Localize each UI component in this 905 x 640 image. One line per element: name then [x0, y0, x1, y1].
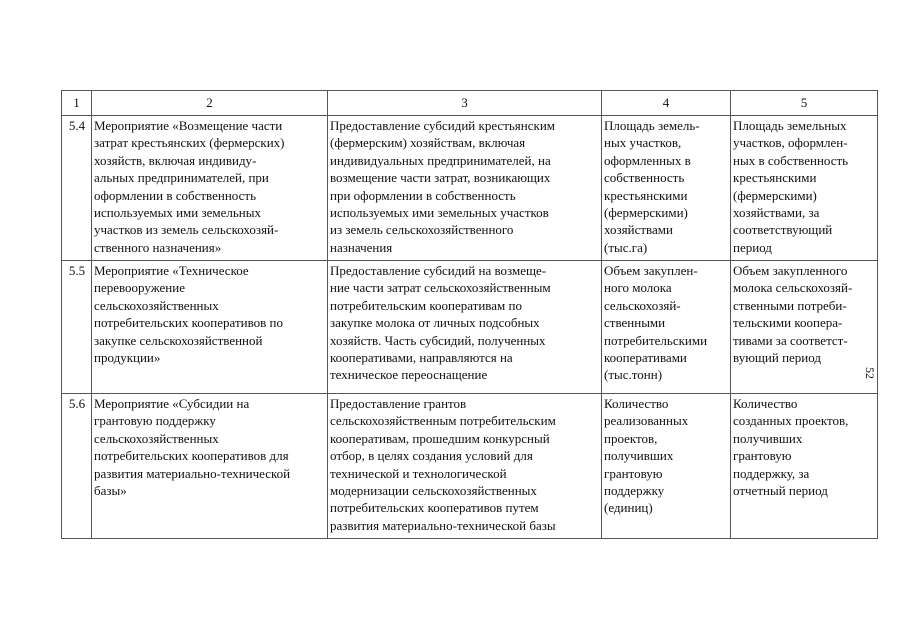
indicator-method: Количество созданных проектов, получивших грантовую поддержку, за отчетный период — [733, 396, 849, 499]
indicator-cell — [602, 394, 731, 539]
row-number-cell — [62, 116, 92, 261]
measure-name: Мероприятие «Субсидии на грантовую поддержку сельскохозяйственных потребительских кооперативов для развития материально-технической базы» — [94, 396, 291, 499]
indicator-method-cell — [731, 116, 878, 261]
table-row — [62, 394, 878, 539]
row-number: 5.5 — [68, 263, 86, 278]
measure-description: Предоставление субсидий на возмеще- ние части затрат сельскохозяйственным потребительским кооперативам по закупке молока от личных подсобных хозяйств. Часть субсидий, полученных кооперативами, направляются на техническое переоснащение — [330, 263, 551, 383]
measure-description-cell — [328, 261, 602, 394]
table-row — [62, 116, 878, 261]
header-cell: 2 — [92, 91, 328, 116]
measure-description-cell — [328, 116, 602, 261]
row-number: 5.4 — [68, 118, 86, 133]
indicator-cell — [602, 261, 731, 394]
row-number-cell — [62, 394, 92, 539]
indicator-cell — [602, 116, 731, 261]
table-header-row — [62, 91, 878, 116]
measure-description-cell — [328, 394, 602, 539]
row-number: 5.6 — [68, 396, 86, 411]
measures-table — [61, 90, 878, 539]
indicator: Площадь земель- ных участков, оформленных в собственность крестьянскими (фермерскими) хозяйствами (тыс.га) — [604, 118, 700, 255]
header-cell: 5 — [731, 91, 878, 116]
indicator-method: Площадь земельных участков, оформлен- ных в собственность крестьянскими (фермерскими) хозяйствами, за соответствующий период — [733, 118, 849, 255]
header-cell: 1 — [62, 91, 92, 116]
measure-description: Предоставление субсидий крестьянским (фермерским) хозяйствам, включая индивидуальных предпринимателей, на возмещение части затрат, возникающих при оформлении в собственность используемых ими земельных участков из земель сельскохозяйственного назначения — [330, 118, 556, 255]
page-number: 52 — [863, 367, 877, 379]
row-number-cell — [62, 261, 92, 394]
indicator: Количество реализованных проектов, получивших грантовую поддержку (единиц) — [604, 396, 689, 516]
measure-name-cell — [92, 116, 328, 261]
header-cell: 4 — [602, 91, 731, 116]
measure-name: Мероприятие «Возмещение части затрат крестьянских (фермерских) хозяйств, включая индивиду- альных предпринимателей, при оформлении в собственность используемых ими земельных участков из земель сельскохозяй- ственного назначения» — [94, 118, 285, 255]
measure-name: Мероприятие «Техническое перевооружение сельскохозяйственных потребительских кооперативов по закупке сельскохозяйственной продукции» — [94, 263, 283, 366]
table-row — [62, 261, 878, 394]
indicator-method-cell — [731, 261, 878, 394]
header-cell: 3 — [328, 91, 602, 116]
measure-name-cell — [92, 394, 328, 539]
indicator-method-cell — [731, 394, 878, 539]
measure-name-cell — [92, 261, 328, 394]
measure-description: Предоставление грантов сельскохозяйственным потребительским кооперативам, прошедшим конкурсный отбор, в целях создания условий для технической и технологической модернизации сельскохозяйственных потребительских кооперативов путем развития материально-технической базы — [330, 396, 556, 533]
indicator: Объем закуплен- ного молока сельскохозяй- ственными потребительскими кооперативами (тыс.тонн) — [604, 263, 708, 383]
indicator-method: Объем закупленного молока сельскохозяй- ственными потреби- тельскими коопера- тивами за соответст- вующий период — [733, 263, 853, 366]
